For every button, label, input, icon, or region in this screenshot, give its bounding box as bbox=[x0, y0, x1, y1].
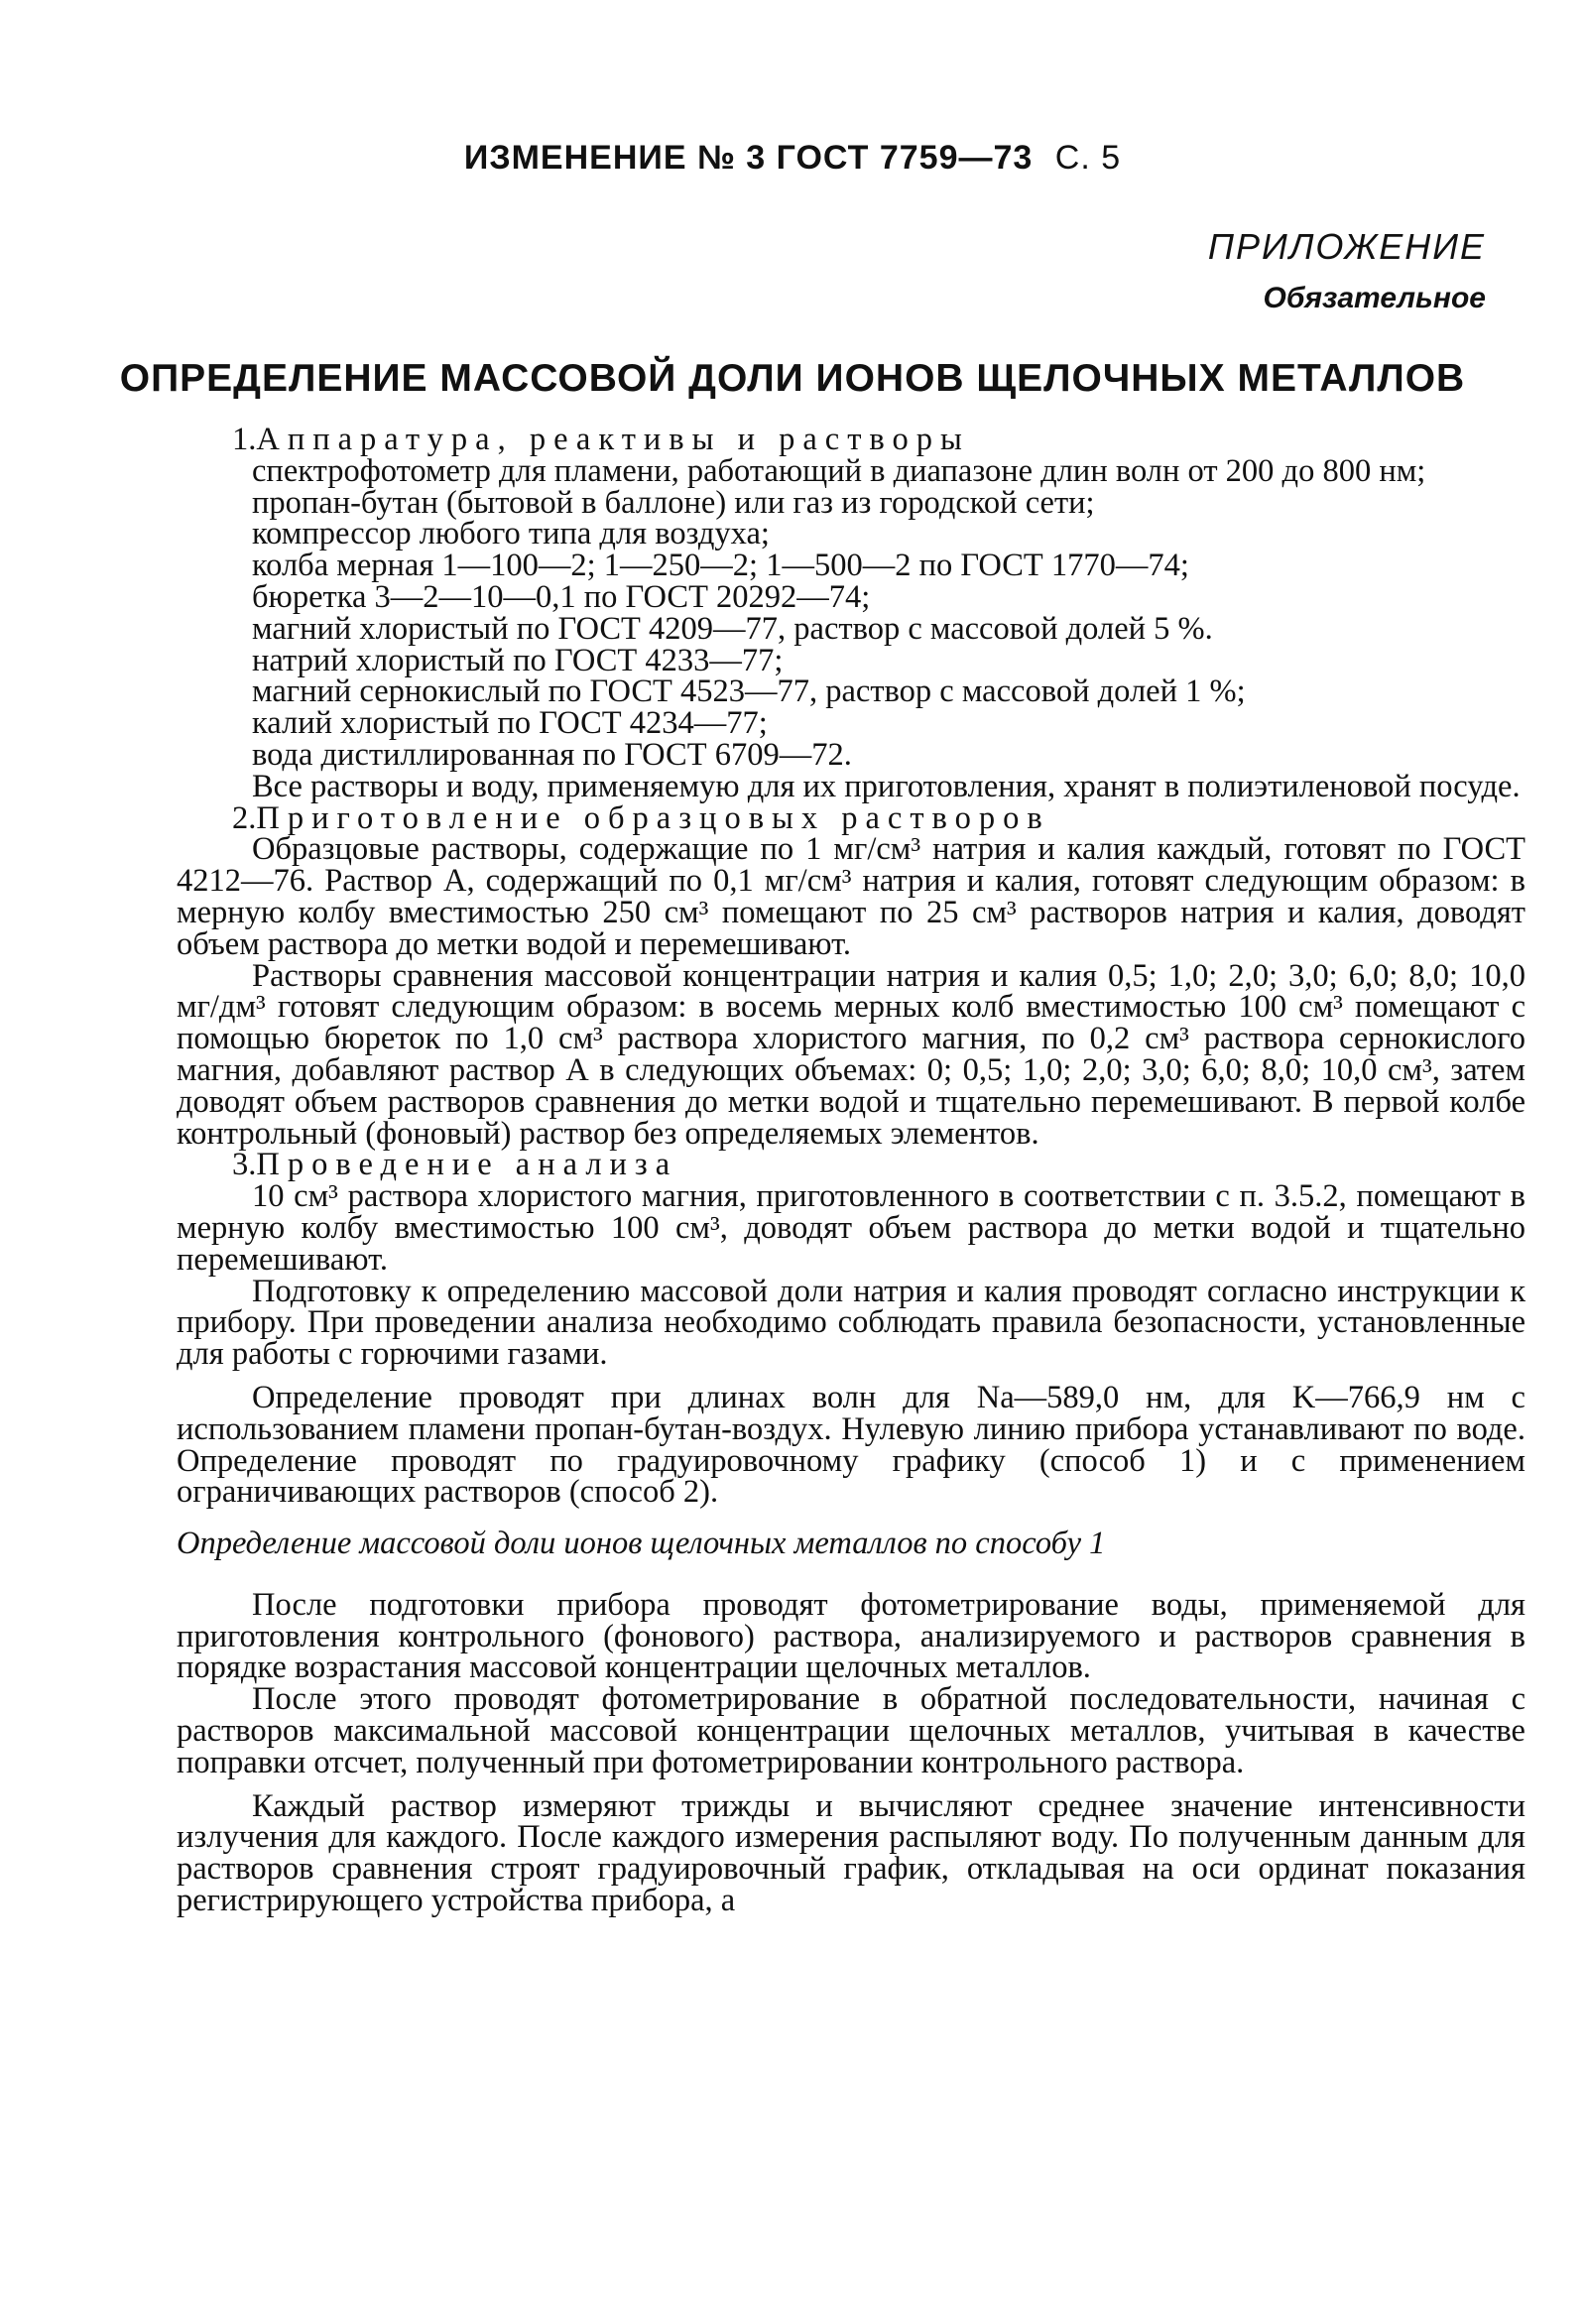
header-title: ИЗМЕНЕНИЕ № 3 ГОСТ 7759—73 bbox=[463, 139, 1034, 177]
list-item: вода дистиллированная по ГОСТ 6709—72. bbox=[252, 736, 852, 773]
paragraph: 10 см³ раствора хлористого магния, приготовленного в соответствии с п. 3.5.2, помещают в мерную колбу вместимостью 100 см³, доводят объем раствора до метки водой и тщательно перемешивают. bbox=[177, 1178, 1525, 1278]
paragraph: После подготовки прибора проводят фотометрирование воды, применяемой для приготовления контрольного (фонового) раствора, анализируемого и растворов сравнения в порядке возрастания массовой концентрации щелочных металлов. bbox=[177, 1586, 1525, 1686]
appendix-status: Обязательное bbox=[1263, 282, 1486, 314]
appendix-label: ПРИЛОЖЕНИЕ bbox=[1207, 226, 1486, 267]
paragraph: Растворы сравнения массовой концентрации натрия и калия 0,5; 1,0; 2,0; 3,0; 6,0; 8,0; 10,0 мг/дм³ готовят следующим образом: в восемь мерных колб вместимостью 100 см³ помещают с помощью бюреток по 1,0 см³ раствора хлористого магния, по 0,2 см³ раствора сернокислого магния, добавляют раствор А в следующих объемах: 0; 0,5; 1,0; 2,0; 3,0; 6,0; 8,0; 10,0 см³, затем доводят объем растворов сравнения до метки водой и тщательно перемешивают. В первой колбе контрольный (фоновый) раствор без определяемых элементов. bbox=[177, 957, 1525, 1152]
list-item: бюретка 3—2—10—0,1 по ГОСТ 20292—74; bbox=[252, 578, 871, 615]
list-item: магний сернокислый по ГОСТ 4523—77, раствор с массовой долей 1 %; bbox=[252, 673, 1246, 710]
paragraph: Каждый раствор измеряют трижды и вычисляют среднее значение интенсивности излучения для каждого. После каждого измерения распыляют воду. По полученным данным для растворов сравнения строят градуировочный график, откладывая на оси ординат показания регистрирующего устройства прибора, а bbox=[177, 1787, 1525, 1919]
page-number: С. 5 bbox=[1054, 139, 1122, 177]
section-2-number: 2. bbox=[232, 799, 257, 836]
paragraph: После этого проводят фотометрирование в обратной последовательности, начиная с растворов максимальной массовой концентрации щелочных металлов, учитывая в качестве поправки отсчет, полученный при фотометрировании контрольного раствора. bbox=[177, 1681, 1525, 1780]
list-item: колба мерная 1—100—2; 1—250—2; 1—500—2 по ГОСТ 1770—74; bbox=[252, 548, 1189, 584]
document-body bbox=[177, 422, 1525, 1919]
section-3-heading bbox=[177, 1147, 1525, 1183]
paragraph: Определение проводят при длинах волн для Na—589,0 нм, для K—766,9 нм с использованием пламени пропан-бутан-воздух. Нулевую линию прибора устанавливают по воде. Определение проводят по градуировочному графику (способ 1) и с применением ограничивающих растворов (способ 2). bbox=[177, 1379, 1525, 1511]
page-header bbox=[0, 139, 1585, 178]
list-item: пропан-бутан (бытовой в баллоне) или газ из городской сети; bbox=[252, 484, 1095, 521]
section-title: ОПРЕДЕЛЕНИЕ МАССОВОЙ ДОЛИ ИОНОВ ЩЕЛОЧНЫХ МЕТАЛЛОВ bbox=[119, 357, 1466, 400]
paragraph: Образцовые растворы, содержащие по 1 мг/см³ натрия и калия каждый, готовят по ГОСТ 4212—76. Раствор А, содержащий по 0,1 мг/см³ натрия и калия, готовят следующим образом: в мерную колбу вместимостью 250 см³ помещают по 25 см³ растворов натрия и калия, доводят объем раствора до метки водой и перемешивают. bbox=[177, 831, 1525, 962]
section-3-number: 3. bbox=[232, 1147, 257, 1183]
list-item: натрий хлористый по ГОСТ 4233—77; bbox=[252, 642, 784, 678]
list-item: магний хлористый по ГОСТ 4209—77, раствор с массовой долей 5 %. bbox=[252, 610, 1213, 647]
list-item: компрессор любого типа для воздуха; bbox=[252, 516, 770, 552]
appendix-block bbox=[1208, 226, 1486, 315]
section-3-title: Проведение анализа bbox=[256, 1147, 678, 1183]
section-1-title: Аппаратура, реактивы и растворы bbox=[256, 422, 970, 457]
section-1-heading bbox=[177, 422, 1525, 457]
paragraph: Подготовку к определению массовой доли натрия и калия проводят согласно инструкции к прибору. При проведении анализа необходимо соблюдать правила безопасности, установленные для работы с горючими газами. bbox=[177, 1273, 1525, 1373]
section-2-heading bbox=[177, 799, 1525, 836]
subsection-title: Определение массовой доли ионов щелочных металлов по способу 1 bbox=[177, 1526, 1106, 1562]
list-item: калий хлористый по ГОСТ 4234—77; bbox=[252, 705, 768, 742]
paragraph: Все растворы и воду, применяемую для их приготовления, хранят в полиэтиленовой посуде. bbox=[252, 768, 1521, 804]
section-1-number: 1. bbox=[232, 422, 257, 457]
list-item: спектрофотометр для пламени, работающий в диапазоне длин волн от 200 до 800 нм; bbox=[252, 452, 1426, 489]
section-2-title: Приготовление образцовых растворов bbox=[256, 799, 1050, 836]
